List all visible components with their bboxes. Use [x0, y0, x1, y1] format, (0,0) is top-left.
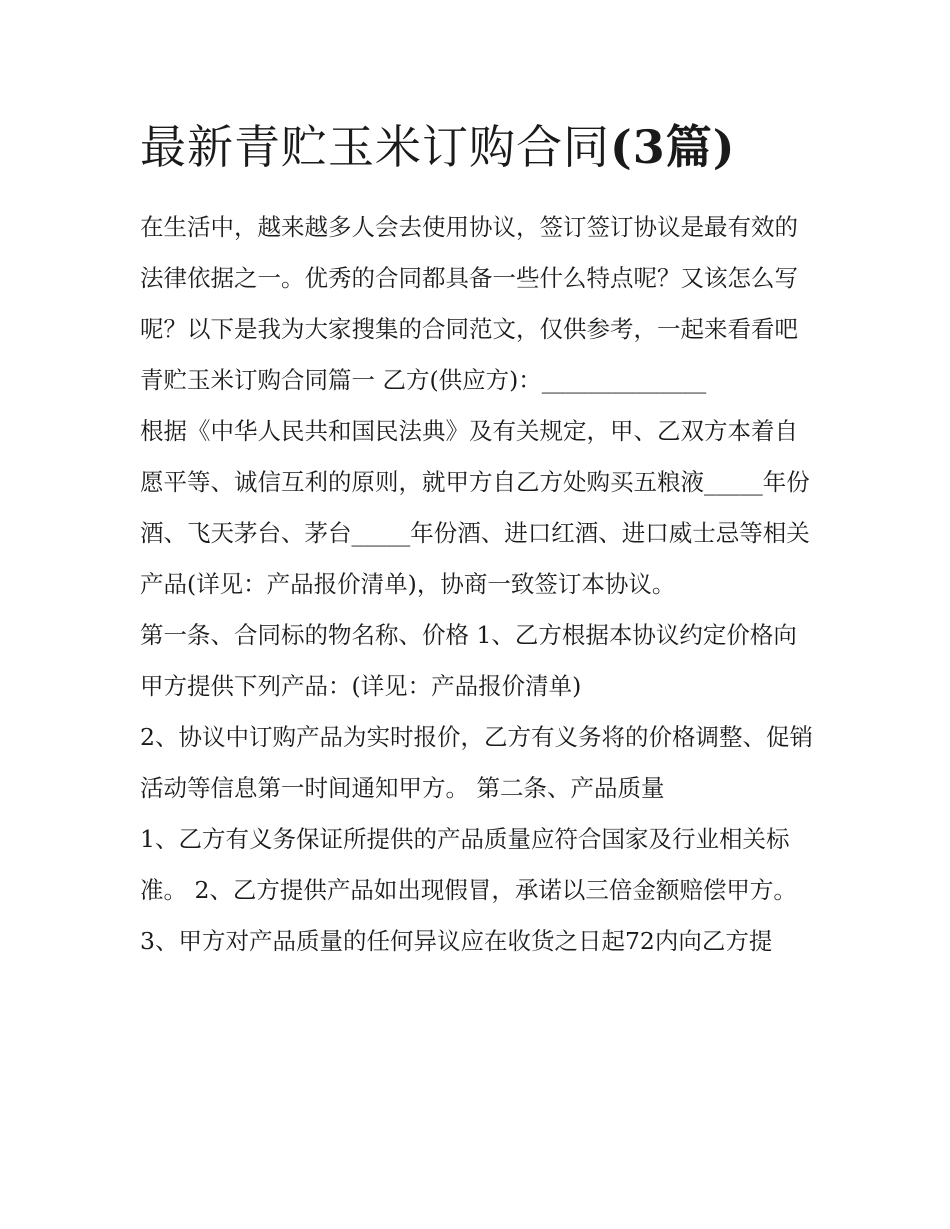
paragraph-preamble: 根据《中华人民共和国民法典》及有关规定，甲、乙双方本着自愿平等、诚信互利的原则，就甲方自乙方处购买五粮液_____年份酒、飞天茅台、茅台_____年份酒、进口红酒、进口威士忌等相关产品(详见：产品报价清单)，协商一致签订本协议。 [140, 417, 810, 598]
document-title [140, 112, 820, 182]
paragraph-article-1: 第一条、合同标的物名称、价格 1、乙方根据本协议约定价格向甲方提供下列产品：(详见：产品报价清单) [140, 621, 797, 700]
paragraph-clause-2: 2、协议中订购产品为实时报价，乙方有义务将的价格调整、促销活动等信息第一时间通知甲方。 第二条、产品质量 [140, 723, 813, 802]
document-page [140, 112, 820, 967]
document-body [140, 202, 820, 967]
title-text: 最新青贮玉米订购合同 [140, 120, 610, 174]
paragraph-quality-1: 1、乙方有义务保证所提供的产品质量应符合国家及行业相关标准。 2、乙方提供产品如出现假冒，承诺以三倍金额赔偿甲方。 [140, 825, 797, 904]
paragraph-intro: 在生活中，越来越多人会去使用协议，签订签订协议是最有效的法律依据之一。优秀的合同都具备一些什么特点呢？又该怎么写呢？以下是我为大家搜集的合同范文，仅供参考，一起来看看吧 [140, 213, 798, 343]
title-suffix: (3篇) [610, 120, 736, 174]
paragraph-quality-3: 3、甲方对产品质量的任何异议应在收货之日起72内向乙方提 [140, 927, 773, 955]
paragraph-heading: 青贮玉米订购合同篇一 乙方(供应方)：______________ [140, 366, 707, 394]
